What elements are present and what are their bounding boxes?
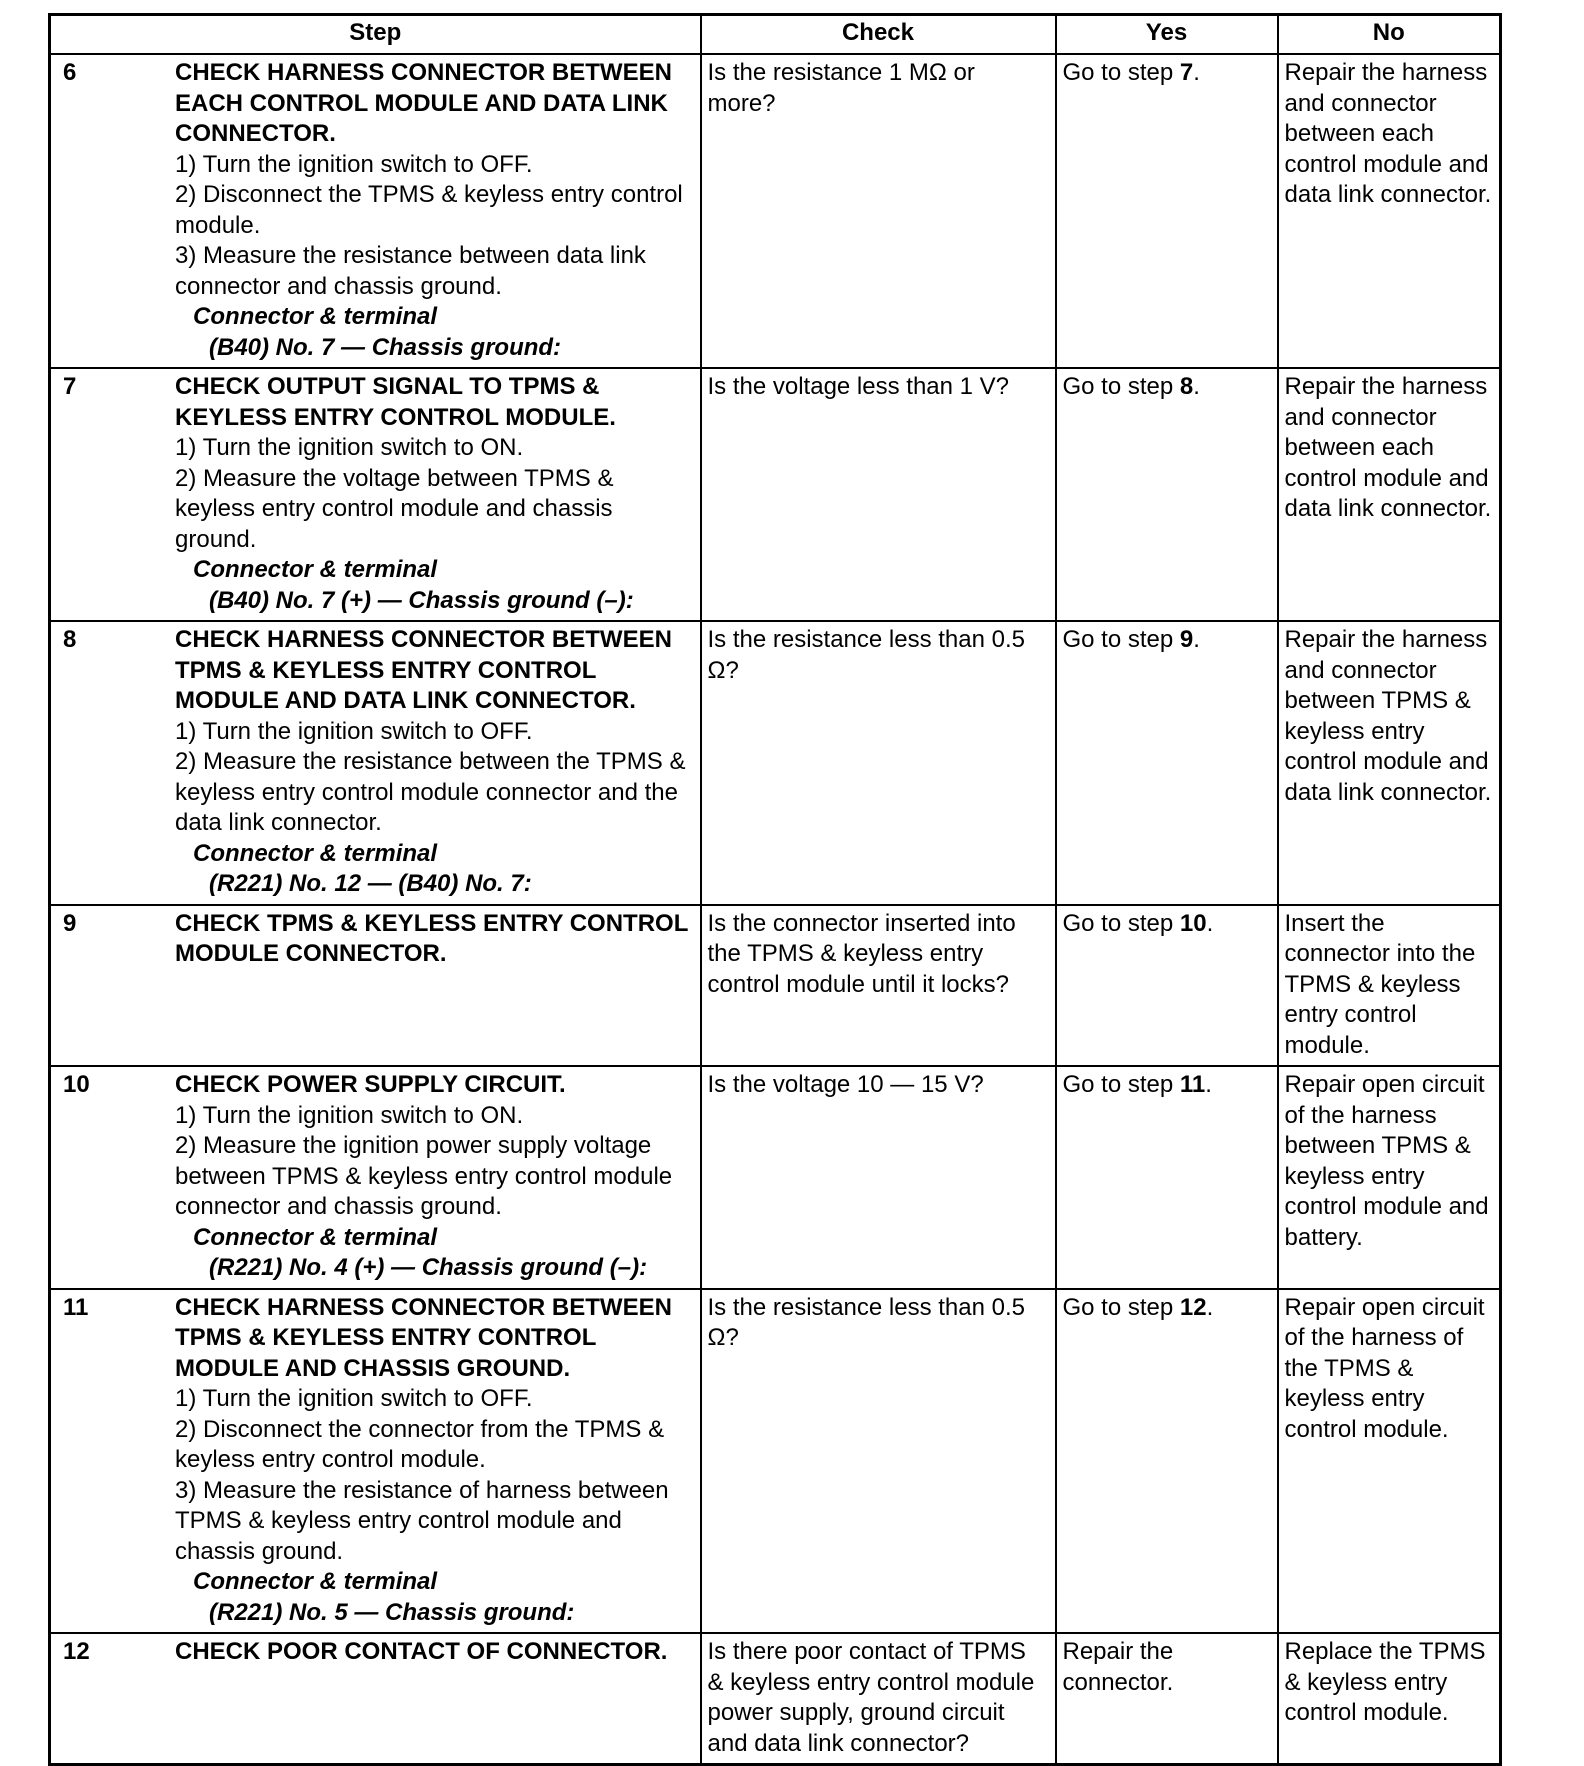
header-step: Step bbox=[50, 15, 701, 55]
yes-cell bbox=[1056, 1633, 1278, 1765]
no-cell: Repair the harness and connector between each control module and data link connector. bbox=[1278, 54, 1501, 368]
step-content bbox=[57, 1637, 694, 1668]
connector-terminal-value: (R221) No. 5 — Chassis ground: bbox=[209, 1598, 575, 1626]
connector-terminal-value: (B40) No. 7 — Chassis ground: bbox=[209, 333, 562, 361]
step-number: 6 bbox=[63, 59, 77, 86]
no-cell: Repair open circuit of the harness of the TPMS & keyless entry control module. bbox=[1278, 1289, 1501, 1634]
yes-step-number: 11 bbox=[1179, 1071, 1206, 1098]
yes-suffix: . bbox=[1193, 626, 1200, 653]
connector-terminal-label: Connector & terminal bbox=[193, 303, 438, 330]
table-row bbox=[50, 905, 1501, 1067]
step-cell bbox=[50, 1289, 701, 1634]
yes-suffix: . bbox=[1193, 373, 1200, 400]
step-cell bbox=[50, 905, 701, 1067]
yes-cell bbox=[1056, 54, 1278, 368]
connector-terminal-value: (B40) No. 7 (+) — Chassis ground (–): bbox=[209, 586, 634, 614]
yes-cell bbox=[1056, 1289, 1278, 1634]
step-content bbox=[57, 1070, 694, 1284]
step-instruction: 2) Measure the ignition power supply voltage between TPMS & keyless entry control module connector and chassis ground. bbox=[175, 1132, 673, 1220]
yes-suffix: . bbox=[1206, 1293, 1214, 1321]
header-check: Check bbox=[701, 15, 1056, 55]
table-row bbox=[50, 1289, 1501, 1634]
step-cell bbox=[50, 54, 701, 368]
table-row bbox=[50, 1066, 1501, 1289]
header-yes: Yes bbox=[1056, 15, 1278, 55]
connector-terminal-label: Connector & terminal bbox=[193, 556, 438, 583]
yes-step-number: 8 bbox=[1179, 373, 1194, 400]
step-instruction: 1) Turn the ignition switch to OFF. bbox=[175, 150, 533, 178]
diagnostic-procedure-table bbox=[48, 13, 1502, 1766]
step-instruction: 1) Turn the ignition switch to ON. bbox=[175, 1101, 524, 1129]
step-cell bbox=[50, 368, 701, 621]
connector-terminal-label: Connector & terminal bbox=[193, 839, 438, 867]
step-number: 9 bbox=[63, 909, 77, 937]
step-body bbox=[175, 1293, 694, 1629]
no-cell: Repair the harness and connector between each control module and data link connector. bbox=[1278, 368, 1501, 621]
step-number: 12 bbox=[63, 1638, 90, 1665]
step-title: CHECK POOR CONTACT OF CONNECTOR. bbox=[175, 1638, 668, 1665]
step-content bbox=[57, 1293, 694, 1629]
check-cell: Is the voltage 10 — 15 V? bbox=[701, 1066, 1056, 1289]
yes-step-number: 9 bbox=[1179, 626, 1194, 653]
step-body bbox=[175, 1070, 694, 1284]
step-body bbox=[175, 58, 694, 363]
yes-step-number: 10 bbox=[1179, 909, 1207, 937]
step-instruction: 1) Turn the ignition switch to OFF. bbox=[175, 717, 533, 745]
step-cell bbox=[50, 621, 701, 905]
yes-action-text: Go to step bbox=[1062, 1071, 1180, 1098]
step-instruction: 2) Measure the resistance between the TPMS & keyless entry control module connector and the data link connector. bbox=[175, 748, 686, 836]
step-instruction: 2) Disconnect the TPMS & keyless entry control module. bbox=[175, 181, 683, 239]
check-cell: Is the resistance less than 0.5 Ω? bbox=[701, 621, 1056, 905]
step-title: CHECK HARNESS CONNECTOR BETWEEN TPMS & KEYLESS ENTRY CONTROL MODULE AND CHASSIS GROUND. bbox=[175, 1293, 672, 1382]
step-number: 8 bbox=[63, 626, 77, 653]
step-content bbox=[57, 625, 694, 900]
step-title: CHECK HARNESS CONNECTOR BETWEEN EACH CONTROL MODULE AND DATA LINK CONNECTOR. bbox=[175, 59, 672, 147]
header-no: No bbox=[1278, 15, 1501, 55]
yes-action-text: Go to step bbox=[1062, 1293, 1180, 1321]
step-instruction: 3) Measure the resistance of harness between TPMS & keyless entry control module and chassis ground. bbox=[175, 1476, 669, 1565]
check-cell: Is the voltage less than 1 V? bbox=[701, 368, 1056, 621]
no-cell: Repair open circuit of the harness between TPMS & keyless entry control module and battery. bbox=[1278, 1066, 1501, 1289]
step-title: CHECK OUTPUT SIGNAL TO TPMS & KEYLESS ENTRY CONTROL MODULE. bbox=[175, 373, 616, 431]
step-content bbox=[57, 58, 694, 363]
step-title: CHECK HARNESS CONNECTOR BETWEEN TPMS & KEYLESS ENTRY CONTROL MODULE AND DATA LINK CONNECTOR. bbox=[175, 626, 672, 714]
step-instruction: 2) Disconnect the connector from the TPMS & keyless entry control module. bbox=[175, 1415, 665, 1473]
table-row bbox=[50, 1633, 1501, 1765]
step-instruction: 2) Measure the voltage between TPMS & keyless entry control module and chassis ground. bbox=[175, 464, 614, 553]
check-cell: Is the resistance 1 MΩ or more? bbox=[701, 54, 1056, 368]
step-cell bbox=[50, 1066, 701, 1289]
table-row bbox=[50, 368, 1501, 621]
table-row bbox=[50, 621, 1501, 905]
yes-cell bbox=[1056, 368, 1278, 621]
yes-cell bbox=[1056, 905, 1278, 1067]
yes-suffix: . bbox=[1205, 1071, 1212, 1098]
yes-action-text: Go to step bbox=[1062, 909, 1180, 937]
connector-terminal-label: Connector & terminal bbox=[193, 1568, 438, 1595]
yes-suffix: . bbox=[1206, 909, 1214, 937]
no-cell: Repair the harness and connector between TPMS & keyless entry control module and data link connector. bbox=[1278, 621, 1501, 905]
yes-cell bbox=[1056, 621, 1278, 905]
step-title: CHECK TPMS & KEYLESS ENTRY CONTROL MODULE CONNECTOR. bbox=[175, 909, 688, 967]
step-body bbox=[175, 625, 694, 900]
step-content bbox=[57, 909, 694, 970]
connector-terminal-value: (R221) No. 4 (+) — Chassis ground (–): bbox=[209, 1254, 648, 1281]
step-instruction: 1) Turn the ignition switch to OFF. bbox=[175, 1385, 533, 1412]
check-cell: Is the resistance less than 0.5 Ω? bbox=[701, 1289, 1056, 1634]
step-number: 11 bbox=[63, 1293, 89, 1321]
connector-terminal-label: Connector & terminal bbox=[193, 1223, 438, 1251]
table-row bbox=[50, 54, 1501, 368]
yes-action-text: Go to step bbox=[1062, 59, 1180, 86]
step-body bbox=[175, 909, 694, 970]
step-content bbox=[57, 372, 694, 616]
check-cell: Is there poor contact of TPMS & keyless entry control module power supply, ground circuit and data link connector? bbox=[701, 1633, 1056, 1765]
no-cell: Replace the TPMS & keyless entry control module. bbox=[1278, 1633, 1501, 1765]
step-number: 10 bbox=[63, 1071, 90, 1098]
yes-action-text: Go to step bbox=[1062, 626, 1180, 653]
step-body bbox=[175, 372, 694, 616]
yes-step-number: 7 bbox=[1179, 59, 1194, 86]
yes-action-text: Go to step bbox=[1062, 373, 1180, 400]
yes-action-text: Repair the connector. bbox=[1062, 1638, 1174, 1696]
yes-step-number: 12 bbox=[1179, 1293, 1207, 1321]
step-title: CHECK POWER SUPPLY CIRCUIT. bbox=[175, 1071, 566, 1098]
step-instruction: 3) Measure the resistance between data link connector and chassis ground. bbox=[175, 242, 646, 300]
step-body bbox=[175, 1637, 694, 1668]
connector-terminal-value: (R221) No. 12 — (B40) No. 7: bbox=[209, 870, 532, 897]
yes-suffix: . bbox=[1193, 59, 1200, 86]
step-instruction: 1) Turn the ignition switch to ON. bbox=[175, 434, 524, 461]
check-cell: Is the connector inserted into the TPMS & keyless entry control module until it locks? bbox=[701, 905, 1056, 1067]
step-number: 7 bbox=[63, 373, 77, 400]
step-cell bbox=[50, 1633, 701, 1765]
yes-cell bbox=[1056, 1066, 1278, 1289]
no-cell: Insert the connector into the TPMS & keyless entry control module. bbox=[1278, 905, 1501, 1067]
table-header-row bbox=[50, 15, 1501, 55]
